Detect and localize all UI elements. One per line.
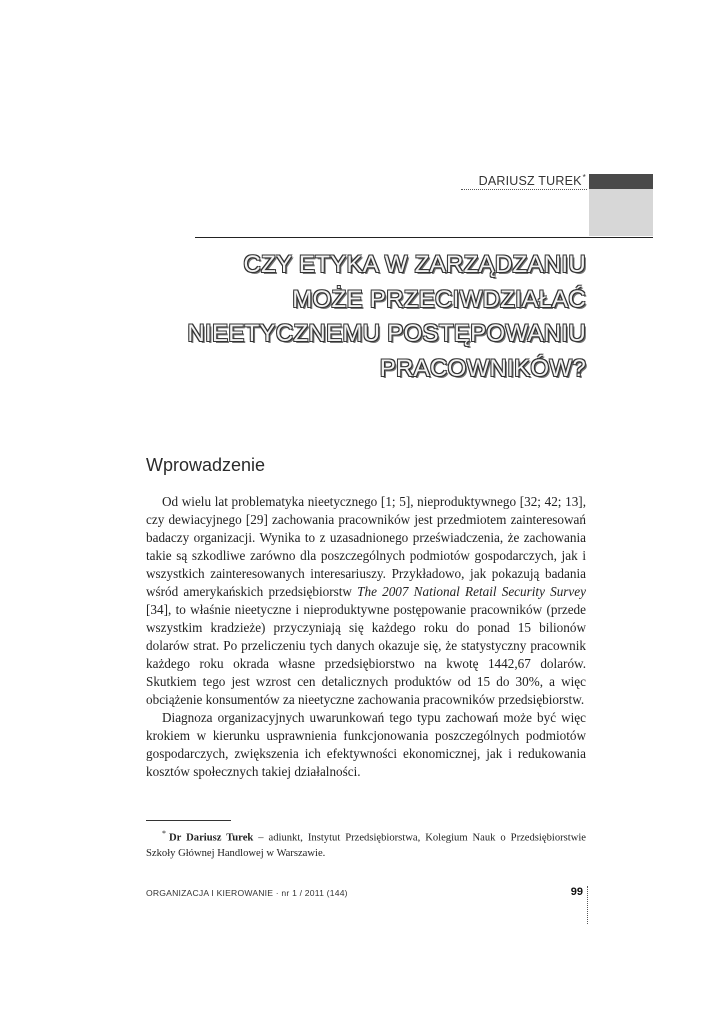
body-text bbox=[146, 493, 586, 781]
author-text: DARIUSZ TUREK bbox=[478, 174, 582, 189]
header-gray-block bbox=[589, 189, 653, 236]
page-number-dotted-rule bbox=[587, 886, 588, 924]
footnote bbox=[146, 826, 586, 861]
author-dotted-rule bbox=[461, 189, 587, 190]
journal-info: ORGANIZACJA I KIEROWANIE · nr 1 / 2011 (144) bbox=[146, 888, 348, 898]
title-line-4: PRACOWNIKÓW? bbox=[379, 354, 586, 382]
paragraph-1 bbox=[146, 493, 586, 709]
article-title bbox=[120, 248, 586, 386]
author-footnote-mark: * bbox=[582, 173, 586, 182]
paragraph-2: Diagnoza organizacyjnych uwarunkowań tego typu zachowań może być więc krokiem w kierunku usprawnienia funkcjonowania poszczególnych podmiotów gospodarczych, zwiększenia ich efektywności ekonomicznej, jak i redukowania kosztów społecznych takiej działalności. bbox=[146, 710, 586, 779]
survey-title: The 2007 National Retail Security Survey bbox=[357, 584, 586, 599]
paragraph-1-part-b: [34], to właśnie nieetyczne i nieproduktywne postępowanie pracowników (przede wszystkim kradzieże) przyczyniają się każdego roku do ponad 15 bilionów dolarów strat. Po przeliczeniu tych danych okazuje się, że statystyczny pracownik każdego roku okrada własne przedsiębiorstwo na kwotę 1442,67 dolarów. Skutkiem tego jest wzrost cen detalicznych produktów od 15 do 30%, a więc obciążenie konsumentów za nieetyczne zachowania pracowników przedsiębiorstw. bbox=[146, 602, 586, 707]
page-number: 99 bbox=[570, 886, 583, 898]
section-heading: Wprowadzenie bbox=[146, 455, 266, 475]
footnote-rule bbox=[146, 820, 231, 821]
footnote-text: – adiunkt, Instytut Przedsiębiorstwa, Kolegium Nauk o Przedsiębiorstwie Szkoły Głównej Handlowej w Warszawie. bbox=[146, 832, 586, 859]
footnote-mark: * bbox=[162, 829, 166, 838]
paragraph-1-part-a: Od wielu lat problematyka nieetycznego [1; 5], nieproduktywnego [32; 42; 13], czy dewiacyjnego [29] zachowania pracowników jest przedmiotem zainteresowań badaczy organizacji. Wynika to z uzasadnionego przeświadczenia, że zachowania takie są szkodliwe zarówno dla poszczególnych podmiotów gospodarczych, jak i wszystkich zainteresowanych interesariuszy. Przykładowo, jak pokazują badania wśród amerykańskich przedsiębiorstw bbox=[146, 494, 586, 599]
title-line-2: MOŻE PRZECIWDZIAŁAĆ bbox=[292, 285, 586, 313]
author-name bbox=[300, 173, 586, 188]
title-line-1: CZY ETYKA W ZARZĄDZANIU bbox=[243, 251, 586, 278]
title-rule bbox=[195, 237, 653, 238]
footnote-author: Dr Dariusz Turek bbox=[169, 832, 254, 844]
title-line-3: NIEETYCZNEMU POSTĘPOWANIU bbox=[187, 320, 586, 347]
header-dark-band bbox=[589, 174, 653, 189]
